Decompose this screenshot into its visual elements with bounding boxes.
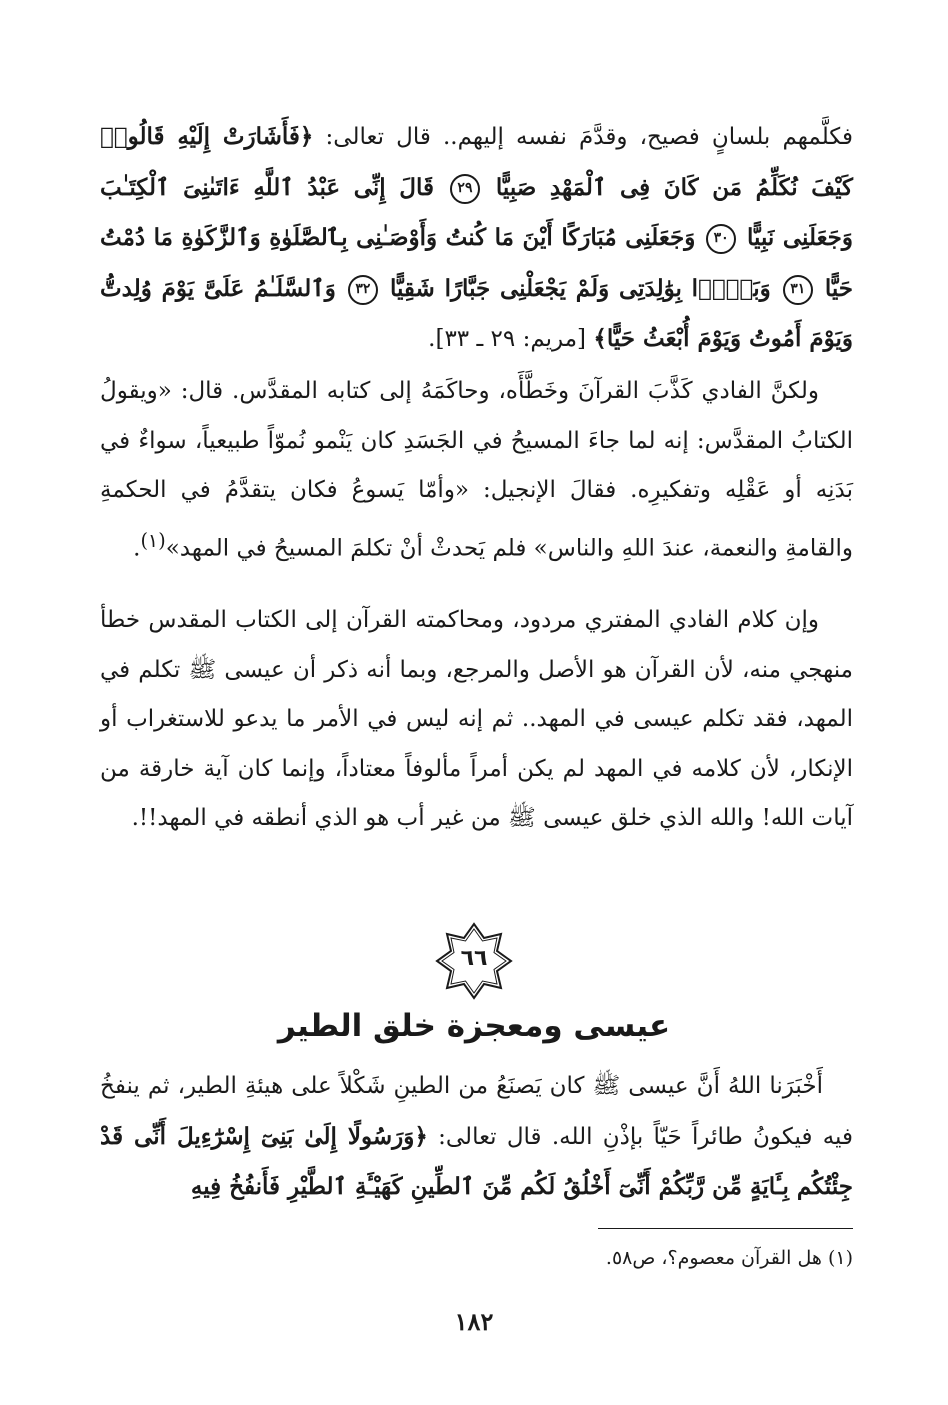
quran-verse-33: وَٱلسَّلَـٰمُ عَلَىَّ يَوْمَ وُلِدتُّ وَيَوْمَ أَمُوتُ وَيَوْمَ أُبْعَثُ حَيًّا﴾ xyxy=(100,274,853,353)
section-title: عيسى ومعجزة خلق الطير xyxy=(277,1008,671,1044)
footnote-marker: (١) xyxy=(827,1247,853,1269)
quran-citation: [مريم: ٢٩ ـ ٣٣]. xyxy=(428,326,587,353)
footnote-divider xyxy=(598,1228,853,1229)
section-quran-verse: ﴿وَرَسُولًا إِلَىٰ بَنِىٓ إِسْرَٰٓءِيلَ أَنِّى قَدْ جِئْتُكُم بِـَٔايَةٍ مِّن رَّبِّكُمْ أَنِّىٓ أَخْلُقُ لَكُم مِّنَ ٱلطِّينِ كَهَيْـَٔةِ ٱلطَّيْرِ فَأَنفُخُ فِيهِ xyxy=(100,1122,853,1201)
paragraph-critic-text: ولكنَّ الفادي كَذَّبَ القرآنَ وخَطَّأَه، وحاكَمَهُ إلى كتابه المقدَّس. قال: «ويقولُ الكتابُ المقدَّس: إنه لما جاءَ المسيحُ في الجَسَدِ كان يَنْمو نُموّاً طبيعياً، سواءٌ في بَدَنِه أو عَقْلِه وتفكيرِه. فقالَ الإنجيل: «وأمّا يَسوعُ فكان يتقدَّمُ في الحكمةِ والقامةِ والنعمة، عندَ اللهِ والناس» فلم يَحدثْ أنْ تكلمَ المسيحُ في المهد» xyxy=(100,377,853,562)
footnote-text: هل القرآن معصوم؟، ص٥٨. xyxy=(605,1247,822,1269)
page-number: ١٨٢ xyxy=(454,1307,494,1336)
ayah-number-30: ٣٠ xyxy=(706,224,736,254)
section-body-lead: أَخْبَرَنا اللهُ أَنَّ عيسى ﷺ كان يَصنَعُ من الطينِ شَكْلاً على هيئةِ الطير، ثم ينفخُ فيه فيكونُ طائراً حَيّاً بإذْنِ الله. قال تعالى: xyxy=(100,1073,853,1150)
paragraph-critic-end: . xyxy=(133,535,141,562)
quran-quote-paragraph xyxy=(100,112,853,365)
section-number-badge xyxy=(435,922,513,1000)
paragraph-critic-claim xyxy=(100,367,853,574)
footnote xyxy=(100,1243,853,1273)
page-content xyxy=(100,112,853,844)
intro-lead-text: فكلَّمهم بلسانٍ فصيح، وقدَّمَ نفسه إليهم.. قال تعالى: xyxy=(313,124,854,150)
quran-verse-29: ﴿فَأَشَارَتْ إِلَيْهِ قَالُوا۟ كَيْفَ نُكَلِّمُ مَن كَانَ فِى ٱلْمَهْدِ صَبِيًّا xyxy=(100,123,853,201)
ayah-number-31: ٣١ xyxy=(783,275,813,305)
section-body xyxy=(100,1062,853,1213)
ayah-number-29: ٢٩ xyxy=(450,174,480,204)
quran-verse-32: وَبَرًّۢا بِوَٰلِدَتِى وَلَمْ يَجْعَلْنِى جَبَّارًا شَقِيًّا xyxy=(389,274,771,302)
section-paragraph xyxy=(100,1062,853,1213)
ayah-number-32: ٣٢ xyxy=(348,275,378,305)
quran-verse-30: قَالَ إِنِّى عَبْدُ ٱللَّهِ ءَاتَىٰنِىَ ٱلْكِتَـٰبَ وَجَعَلَنِى نَبِيًّا xyxy=(100,173,853,252)
section-number: ٦٦ xyxy=(460,946,488,971)
footnote-reference[interactable]: (١) xyxy=(140,528,166,552)
quran-verse-31: وَجَعَلَنِى مُبَارَكًا أَيْنَ مَا كُنتُ وَأَوْصَـٰنِى بِٱلصَّلَوٰةِ وَٱلزَّكَوٰةِ مَا دُمْتُ حَيًّا xyxy=(100,224,853,302)
paragraph-response: وإن كلام الفادي المفتري مردود، ومحاكمته القرآن إلى الكتاب المقدس خطأ منهجي منه، لأن القرآن هو الأصل والمرجع، وبما أنه ذكر أن عيسى ﷺ تكلم في المهد، فقد تكلم عيسى في المهد.. ثم إنه ليس في الأمر ما يدعو للاستغراب أو الإنكار، لأن كلامه في المهد لم يكن أمراً مألوفاً معتاداً، وإنما كان آية خارقة من آيات الله! والله الذي خلق عيسى ﷺ من غير أب هو الذي أنطقه في المهد!!. xyxy=(100,607,853,832)
